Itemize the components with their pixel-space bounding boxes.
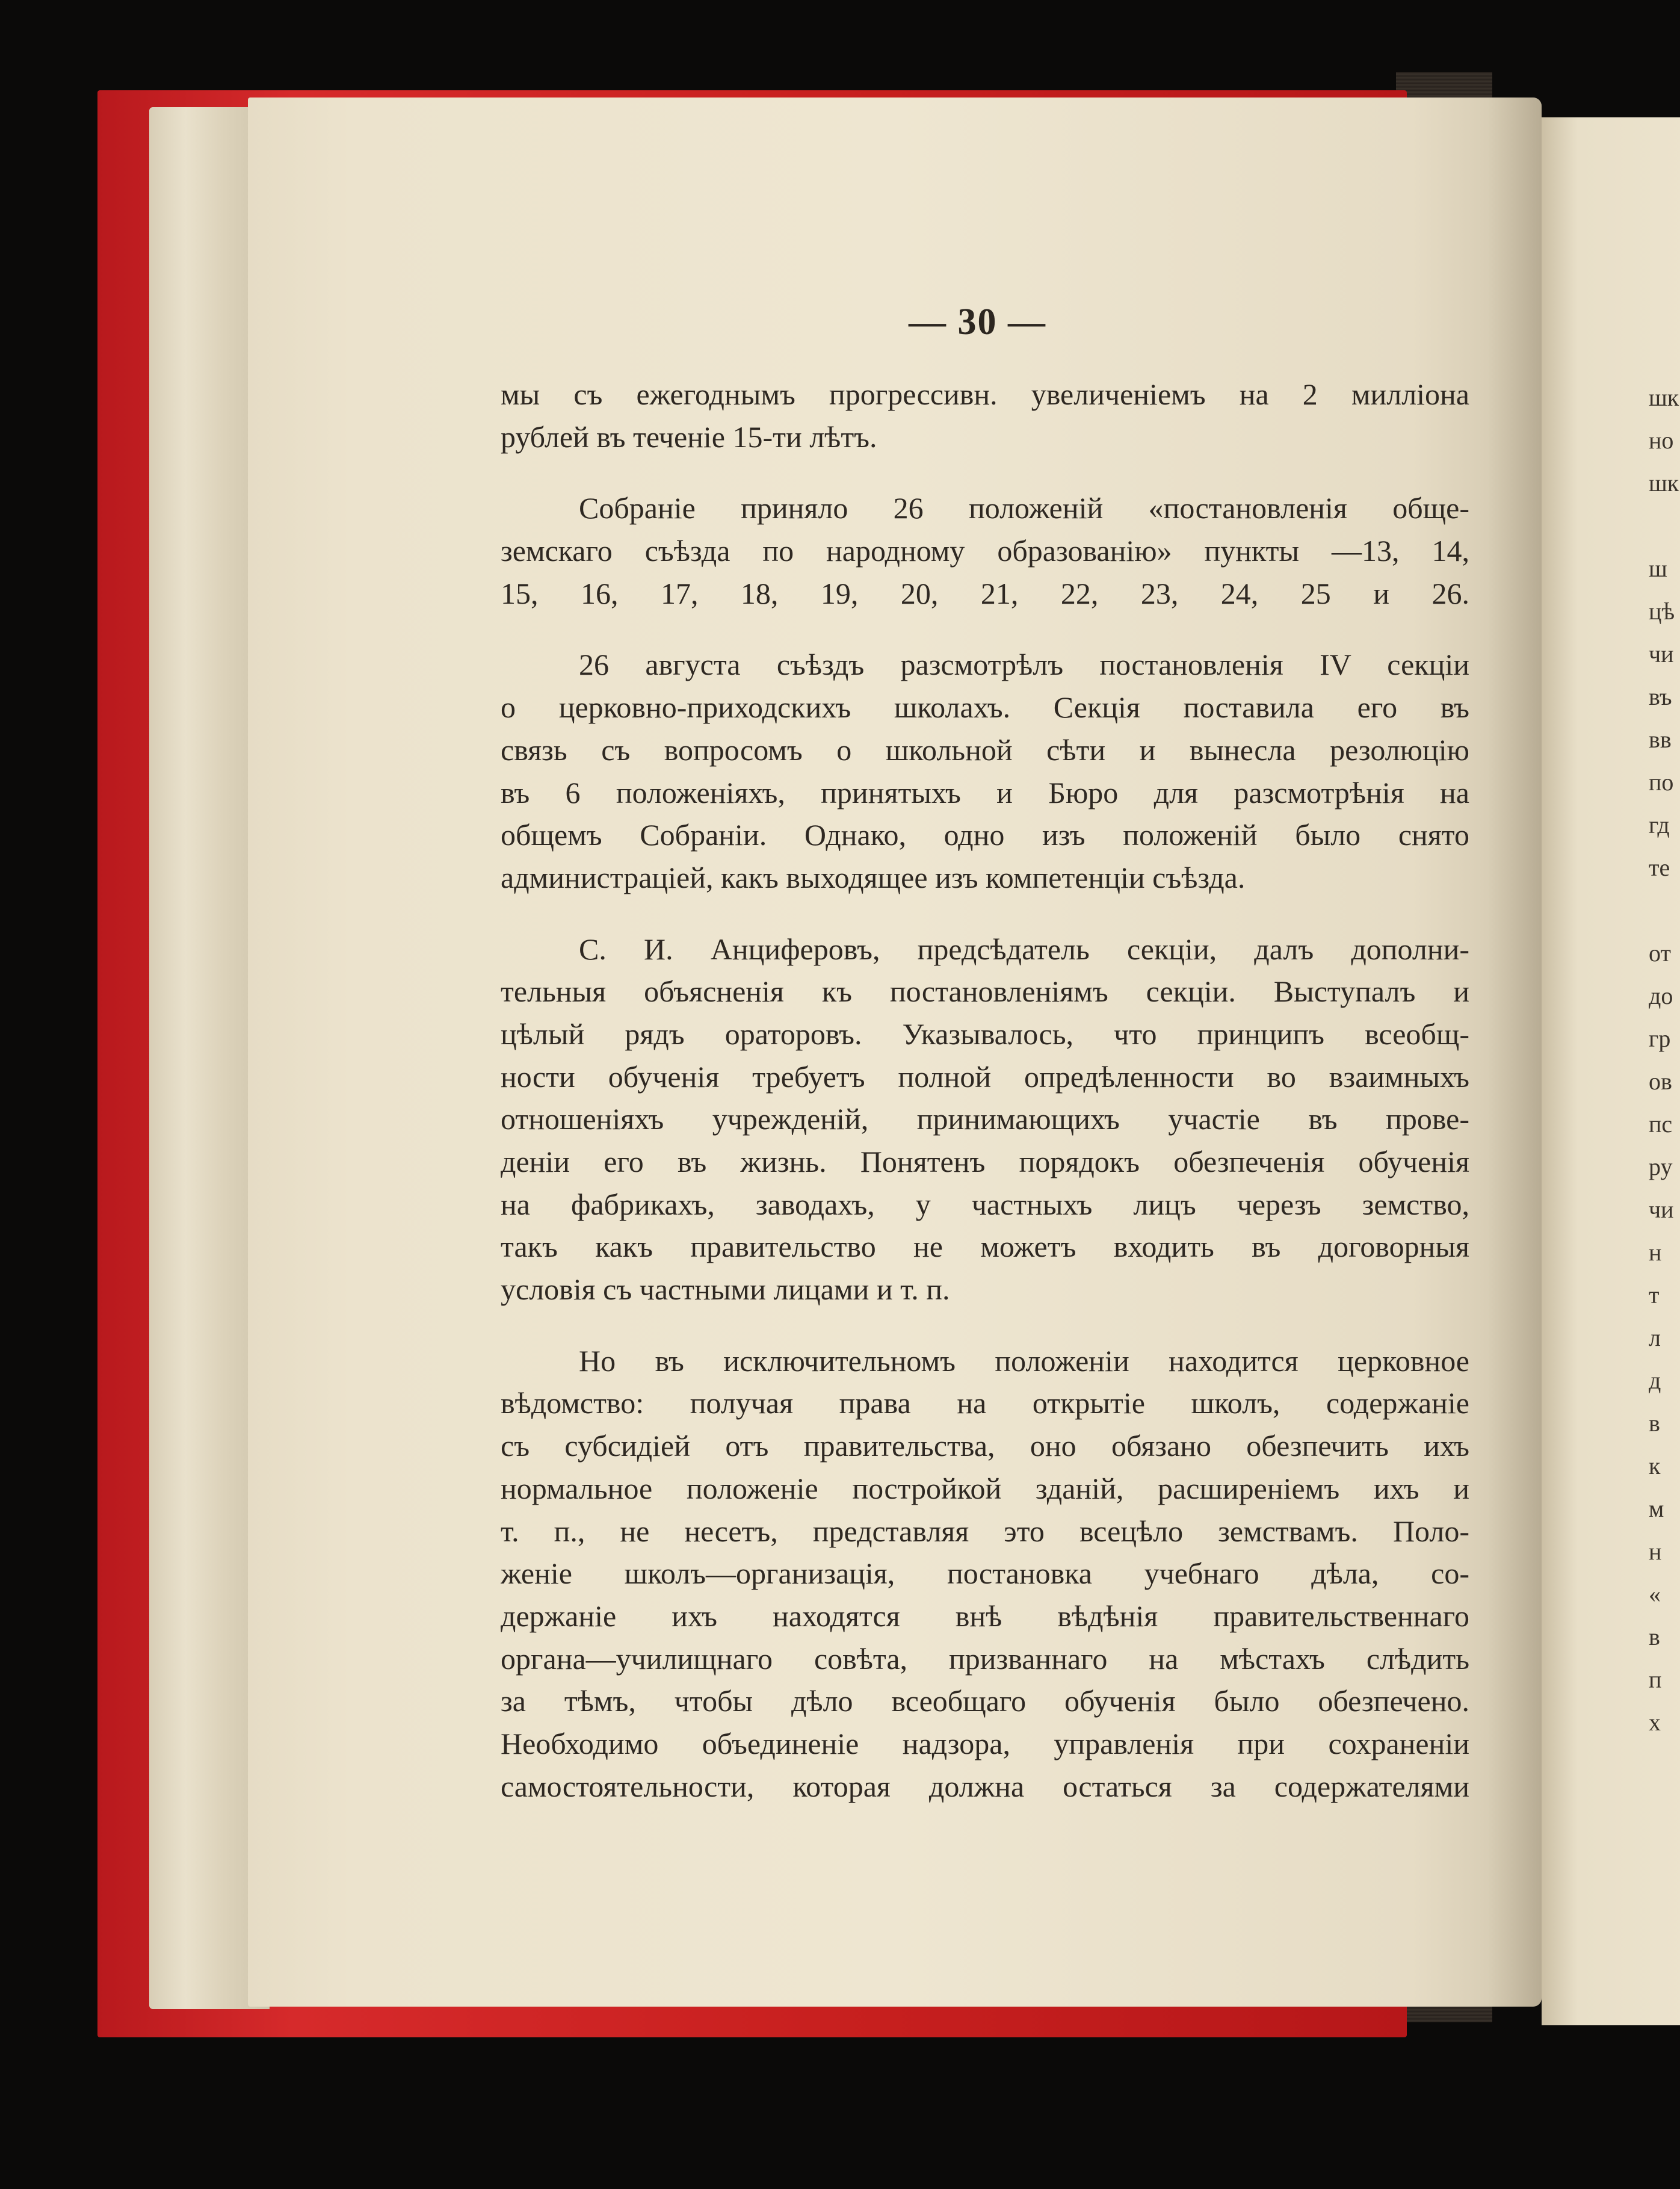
text-line: женіе школъ—организація, постановка учебнаго дѣла, со- bbox=[501, 1556, 1469, 1591]
text-line: С. И. Анциферовъ, предсѣдатель секціи, далъ дополни- bbox=[579, 932, 1469, 966]
facing-page-fragment: л bbox=[1649, 1324, 1661, 1351]
text-line: самостоятельности, которая должна остаться за содержателями bbox=[501, 1769, 1469, 1803]
facing-page-fragment: п bbox=[1649, 1666, 1662, 1693]
text-line: нормальное положеніе постройкой зданій, расширеніемъ ихъ и bbox=[501, 1471, 1469, 1505]
facing-page-fragment bbox=[1649, 504, 1679, 547]
facing-page-fragment: но bbox=[1649, 427, 1674, 454]
text-line: Но въ исключительномъ положеніи находится церковное bbox=[579, 1343, 1469, 1378]
text-line: Собраніе приняло 26 положеній «постановленія обще- bbox=[579, 491, 1469, 525]
text-line: въ 6 положеніяхъ, принятыхъ и Бюро для разсмотрѣнія на bbox=[501, 775, 1469, 810]
text-line: земскаго съѣзда по народному образованію» пункты —13, 14, bbox=[501, 534, 1469, 568]
text-line: условія съ частными лицами и т. п. bbox=[501, 1272, 950, 1307]
text-line: держаніе ихъ находятся внѣ вѣдѣнія правительственнаго bbox=[501, 1599, 1469, 1633]
text-line: цѣлый рядъ ораторовъ. Указывалось, что принципъ всеобщ- bbox=[501, 1017, 1469, 1051]
text-line: т. п., не несетъ, представляя это всецѣло земствамъ. Поло- bbox=[501, 1514, 1469, 1548]
facing-page-fragment: н bbox=[1649, 1538, 1662, 1565]
text-line: вѣдомство: получая права на открытіе школъ, содержаніе bbox=[501, 1386, 1469, 1420]
facing-page-fragment: в bbox=[1649, 1410, 1660, 1437]
facing-page-fragment: гр bbox=[1649, 1025, 1671, 1052]
facing-page-fragment: те bbox=[1649, 854, 1670, 881]
text-line: на фабрикахъ, заводахъ, у частныхъ лицъ черезъ земство, bbox=[501, 1187, 1469, 1221]
text-line: деніи его въ жизнь. Понятенъ порядокъ обезпеченія обученія bbox=[501, 1145, 1469, 1178]
facing-page-fragment: шк bbox=[1649, 469, 1679, 497]
facing-page-fragment: « bbox=[1649, 1581, 1661, 1608]
facing-page-fragment bbox=[1649, 889, 1679, 932]
text-line: ности обученія требуетъ полной опредѣленности во взаимныхъ bbox=[501, 1059, 1469, 1094]
text-line: органа—училищнаго совѣта, призваннаго на мѣстахъ слѣдить bbox=[501, 1641, 1469, 1676]
facing-page-fragment: т bbox=[1649, 1281, 1660, 1308]
facing-page-fragment: шк bbox=[1649, 384, 1679, 411]
facing-page-fragment: пс bbox=[1649, 1110, 1673, 1138]
text-line: 15, 16, 17, 18, 19, 20, 21, 22, 23, 24, 25 и 26. bbox=[501, 576, 1469, 610]
facing-page-fragment: вв bbox=[1649, 726, 1672, 753]
text-line: такъ какъ правительство не можетъ входить въ договорныя bbox=[501, 1230, 1469, 1264]
text-line: отношеніяхъ учрежденій, принимающихъ участіе въ прове- bbox=[501, 1102, 1469, 1136]
facing-page-fragment: в bbox=[1649, 1623, 1660, 1650]
text-line: Необходимо объединеніе надзора, управленія при сохраненіи bbox=[501, 1726, 1469, 1760]
facing-page-fragment: н bbox=[1649, 1239, 1662, 1266]
text-line: 26 августа съѣздъ разсмотрѣлъ постановленія IV секціи bbox=[579, 648, 1469, 682]
facing-page-fragment: к bbox=[1649, 1452, 1661, 1479]
facing-page-fragment: гд bbox=[1649, 811, 1670, 838]
facing-page-fragment: цѣ bbox=[1649, 598, 1675, 625]
text-line: администраціей, какъ выходящее изъ компетенціи съѣзда. bbox=[501, 860, 1246, 894]
page-number: — 30 — bbox=[909, 302, 1046, 342]
text-line: мы съ ежегоднымъ прогрессивн. увеличеніемъ на 2 милліона bbox=[501, 377, 1469, 411]
facing-page-fragment: по bbox=[1649, 769, 1674, 796]
text-line: за тѣмъ, чтобы дѣло всеобщаго обученія было обезпечено. bbox=[501, 1684, 1469, 1718]
text-line: о церковно-приходскихъ школахъ. Секція поставила его въ bbox=[501, 690, 1469, 725]
facing-page-fragment: въ bbox=[1649, 683, 1672, 710]
facing-page-fragment: чи bbox=[1649, 1196, 1674, 1223]
text-line: общемъ Собраніи. Однако, одно изъ положеній было снято bbox=[501, 818, 1469, 852]
facing-page-fragment: х bbox=[1649, 1709, 1661, 1736]
facing-page-fragment: от bbox=[1649, 940, 1671, 967]
page-body-text bbox=[501, 373, 1469, 1807]
facing-page-fragment: ру bbox=[1649, 1153, 1673, 1180]
text-line: рублей въ теченіе 15-ти лѣтъ. bbox=[501, 420, 877, 454]
facing-page-fragment: ов bbox=[1649, 1068, 1672, 1095]
facing-page-fragment: чи bbox=[1649, 640, 1674, 667]
facing-page-fragment: д bbox=[1649, 1367, 1661, 1394]
facing-page-fragment: до bbox=[1649, 982, 1673, 1009]
text-line: связь съ вопросомъ о школьной сѣти и вынесла резолюцію bbox=[501, 732, 1469, 767]
text-line: тельныя объясненія къ постановленіямъ секціи. Выступалъ и bbox=[501, 974, 1469, 1009]
facing-page-fragments bbox=[1649, 376, 1679, 1744]
text-line: съ субсидіей отъ правительства, оно обязано обезпечить ихъ bbox=[501, 1429, 1469, 1463]
facing-page-fragment: ш bbox=[1649, 555, 1667, 582]
facing-page-fragment: м bbox=[1649, 1495, 1664, 1522]
